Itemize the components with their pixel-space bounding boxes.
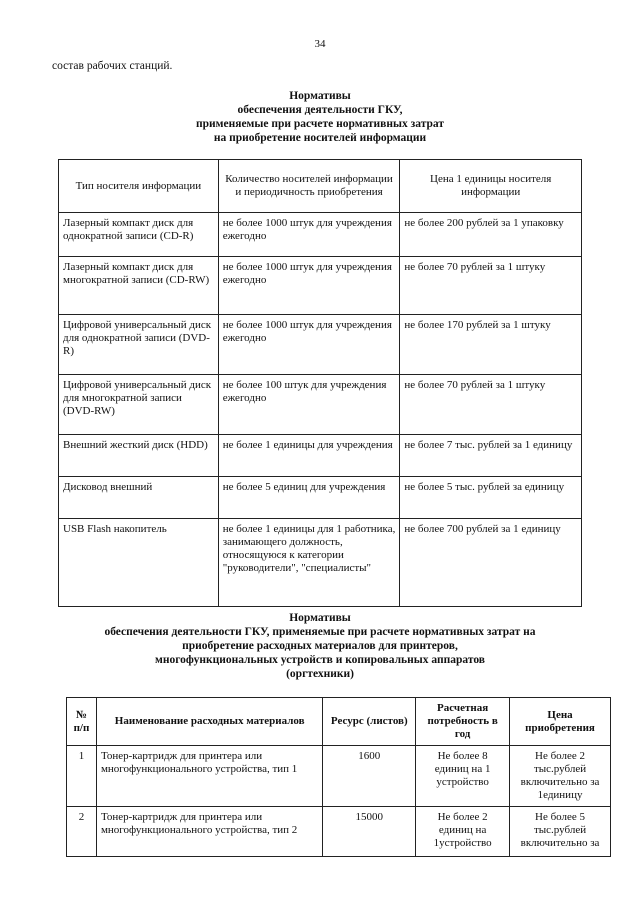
- quantity-cell: не более 1000 штук для учреждения ежегодно: [218, 315, 400, 375]
- quantity-cell: не более 1 единицы для учреждения: [218, 435, 400, 477]
- annual-need-cell: Не более 8 единиц на 1 устройство: [416, 746, 510, 807]
- heading-line: приобретение расходных материалов для принтеров,: [182, 640, 458, 652]
- table-row: [59, 375, 582, 435]
- price-cell: не более 170 рублей за 1 штуку: [400, 315, 582, 375]
- price-cell: не более 700 рублей за 1 единицу: [400, 519, 582, 607]
- column-header-annual-need: Расчетная потребность в год: [416, 698, 510, 746]
- heading-line: (оргтехники): [286, 668, 354, 680]
- annual-need-cell: Не более 2 единиц на 1устройство: [416, 807, 510, 857]
- consumables-norms-table: [66, 697, 611, 857]
- resource-cell: 1600: [323, 746, 416, 807]
- column-header-price: Цена 1 единицы носителя информации: [400, 160, 582, 213]
- material-name-cell: Тонер-картридж для принтера или многофункционального устройства, тип 1: [96, 746, 322, 807]
- table-row: [59, 435, 582, 477]
- table-header-row: [59, 160, 582, 213]
- column-header-media-type: Тип носителя информации: [59, 160, 219, 213]
- table-row: [59, 477, 582, 519]
- material-name-cell: Тонер-картридж для принтера или многофункционального устройства, тип 2: [96, 807, 322, 857]
- media-type-cell: Цифровой универсальный диск для многократной записи (DVD-RW): [59, 375, 219, 435]
- section2-heading: [0, 611, 640, 681]
- heading-line: на приобретение носителей информации: [213, 132, 427, 144]
- quantity-cell: не более 1 единицы для 1 работника, занимающего должность, относящуюся к категории "руководители", "специалисты": [218, 519, 400, 607]
- price-cell: не более 7 тыс. рублей за 1 единицу: [400, 435, 582, 477]
- media-norms-table: [58, 159, 582, 607]
- price-cell: не более 200 рублей за 1 упаковку: [400, 213, 582, 257]
- table-row: [67, 746, 611, 807]
- heading-line: применяемые при расчете нормативных затрат: [196, 118, 444, 130]
- lead-text: состав рабочих станций.: [52, 60, 173, 72]
- column-header-material-name: Наименование расходных материалов: [96, 698, 322, 746]
- table-row: [59, 519, 582, 607]
- price-cell: не более 5 тыс. рублей за единицу: [400, 477, 582, 519]
- column-header-resource: Ресурс (листов): [323, 698, 416, 746]
- quantity-cell: не более 5 единиц для учреждения: [218, 477, 400, 519]
- heading-line: обеспечения деятельности ГКУ, применяемые при расчете нормативных затрат на: [104, 626, 536, 638]
- column-header-quantity: Количество носителей информации и периодичность приобретения: [218, 160, 400, 213]
- heading-line: обеспечения деятельности ГКУ,: [237, 104, 403, 116]
- table-header-row: [67, 698, 611, 746]
- row-number-cell: 2: [67, 807, 97, 857]
- section1-heading: [0, 89, 640, 145]
- media-type-cell: USB Flash накопитель: [59, 519, 219, 607]
- purchase-price-cell: Не более 5 тыс.рублей включительно за: [510, 807, 611, 857]
- media-type-cell: Цифровой универсальный диск для однократной записи (DVD-R): [59, 315, 219, 375]
- quantity-cell: не более 100 штук для учреждения ежегодно: [218, 375, 400, 435]
- price-cell: не более 70 рублей за 1 штуку: [400, 375, 582, 435]
- column-header-number: № п/п: [67, 698, 97, 746]
- table-row: [59, 257, 582, 315]
- media-type-cell: Внешний жесткий диск (HDD): [59, 435, 219, 477]
- media-type-cell: Дисковод внешний: [59, 477, 219, 519]
- table-row: [67, 807, 611, 857]
- page-number: 34: [314, 38, 326, 50]
- heading-line: Нормативы: [289, 612, 351, 624]
- price-cell: не более 70 рублей за 1 штуку: [400, 257, 582, 315]
- table-row: [59, 213, 582, 257]
- heading-line: Нормативы: [289, 90, 351, 102]
- row-number-cell: 1: [67, 746, 97, 807]
- media-type-cell: Лазерный компакт диск для однократной записи (CD-R): [59, 213, 219, 257]
- column-header-purchase-price: Цена приобретения: [510, 698, 611, 746]
- resource-cell: 15000: [323, 807, 416, 857]
- quantity-cell: не более 1000 штук для учреждения ежегодно: [218, 213, 400, 257]
- purchase-price-cell: Не более 2 тыс.рублей включительно за 1единицу: [510, 746, 611, 807]
- quantity-cell: не более 1000 штук для учреждения ежегодно: [218, 257, 400, 315]
- heading-line: многофункциональных устройств и копировальных аппаратов: [155, 654, 485, 666]
- media-type-cell: Лазерный компакт диск для многократной записи (CD-RW): [59, 257, 219, 315]
- table-row: [59, 315, 582, 375]
